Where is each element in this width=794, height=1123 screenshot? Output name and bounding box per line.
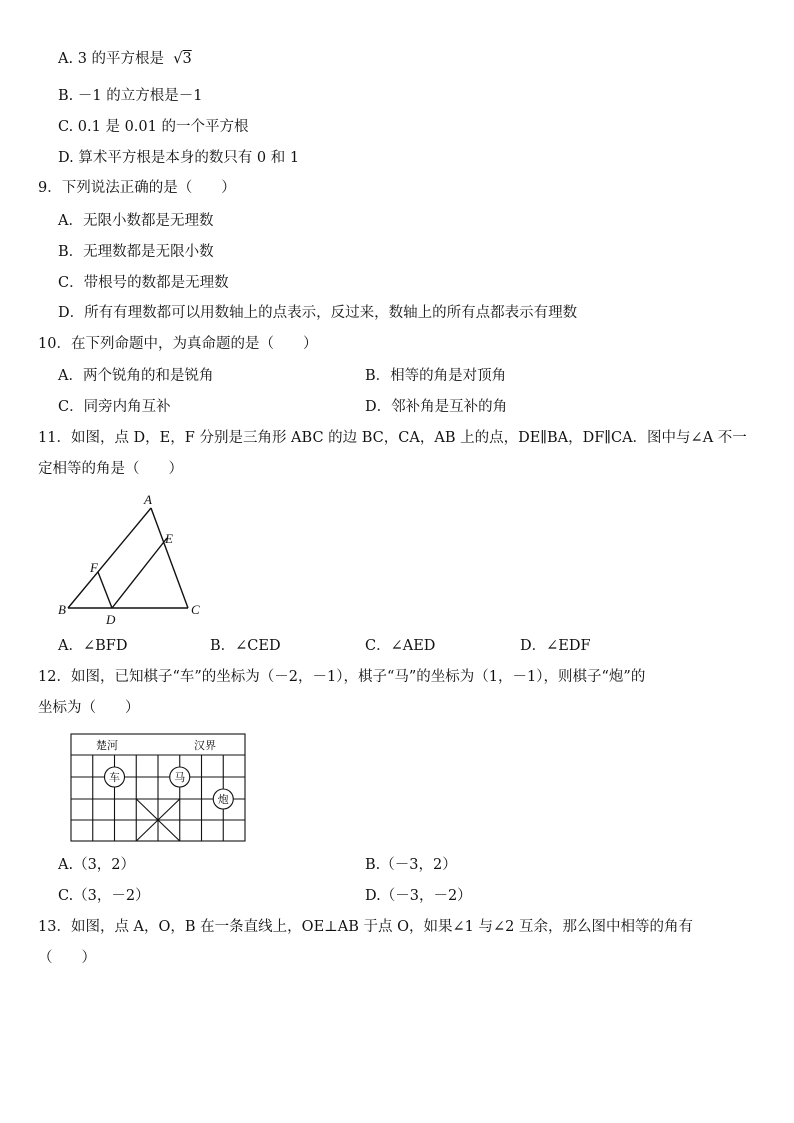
q11-option-a: A．∠BFD xyxy=(58,638,128,654)
q10-option-b: B．相等的角是对顶角 xyxy=(365,368,507,384)
q8-option-a xyxy=(58,49,192,69)
river-label-right: 汉界 xyxy=(194,739,216,752)
q12-option-c: C.（3，－2） xyxy=(58,888,150,904)
q13-stem-line2: （ ） xyxy=(38,950,96,966)
q12-chess-board-figure xyxy=(68,733,248,845)
q10-option-d: D．邻补角是互补的角 xyxy=(365,399,508,415)
q10-stem: 10．在下列命题中，为真命题的是（ ） xyxy=(38,336,318,352)
segment-df xyxy=(98,572,112,608)
q12-option-b: B.（－3，2） xyxy=(365,857,457,873)
q12-stem-line2: 坐标为（ ） xyxy=(38,700,140,716)
q8-option-d: D. 算术平方根是本身的数只有 0 和 1 xyxy=(58,150,300,166)
svg-text:马: 马 xyxy=(174,771,186,784)
side-ac xyxy=(151,508,188,608)
side-ab xyxy=(68,508,151,608)
piece-che xyxy=(105,767,125,787)
sqrt-radicand: 3 xyxy=(182,51,192,67)
q10-option-a: A．两个锐角的和是锐角 xyxy=(58,368,214,384)
q9-option-a: A．无限小数都是无理数 xyxy=(58,213,214,229)
svg-text:车: 车 xyxy=(109,771,120,784)
q12-stem-line1: 12．如图，已知棋子“车”的坐标为（－2，－1），棋子“马”的坐标为（1，－1），则棋子“炮”的 xyxy=(38,669,646,685)
label-f: F xyxy=(90,560,98,575)
q13-stem-line1: 13．如图，点 A，O，B 在一条直线上，OE⊥AB 于点 O，如果∠1 与∠2 互余，那么图中相等的角有 xyxy=(38,919,693,935)
q10-option-c: C．同旁内角互补 xyxy=(58,399,171,415)
q11-option-d: D．∠EDF xyxy=(520,638,591,654)
q8-option-a-text: A. 3 的平方根是 xyxy=(58,51,165,67)
river-label-left: 楚河 xyxy=(96,739,118,752)
q9-option-d: D．所有有理数都可以用数轴上的点表示，反过来，数轴上的所有点都表示有理数 xyxy=(58,305,578,321)
label-b: B xyxy=(58,602,66,617)
svg-text:炮: 炮 xyxy=(217,793,229,806)
q11-stem-line1: 11．如图，点 D，E，F 分别是三角形 ABC 的边 BC，CA，AB 上的点，DE∥BA，DF∥CA．图中与∠A 不一 xyxy=(38,430,747,446)
label-c: C xyxy=(191,602,200,617)
q12-option-d: D.（－3，－2） xyxy=(365,888,472,904)
q9-option-b: B．无理数都是无限小数 xyxy=(58,244,214,260)
q11-triangle-figure xyxy=(55,488,215,628)
q12-option-a: A.（3，2） xyxy=(58,857,136,873)
q8-option-b: B. －1 的立方根是－1 xyxy=(58,88,203,104)
q11-option-c: C．∠AED xyxy=(365,638,436,654)
q9-option-c: C．带根号的数都是无理数 xyxy=(58,275,229,291)
label-d: D xyxy=(106,612,116,627)
q9-stem: 9．下列说法正确的是（ ） xyxy=(38,180,236,196)
q8-option-c: C. 0.1 是 0.01 的一个平方根 xyxy=(58,119,249,135)
q11-stem-line2: 定相等的角是（ ） xyxy=(38,461,183,477)
label-a: A xyxy=(144,492,152,507)
piece-ma xyxy=(170,767,190,787)
piece-pao xyxy=(213,789,233,809)
label-e: E xyxy=(165,531,173,546)
sqrt-symbol: √3 xyxy=(168,51,192,67)
q11-option-b: B．∠CED xyxy=(210,638,281,654)
segment-de xyxy=(112,538,167,608)
